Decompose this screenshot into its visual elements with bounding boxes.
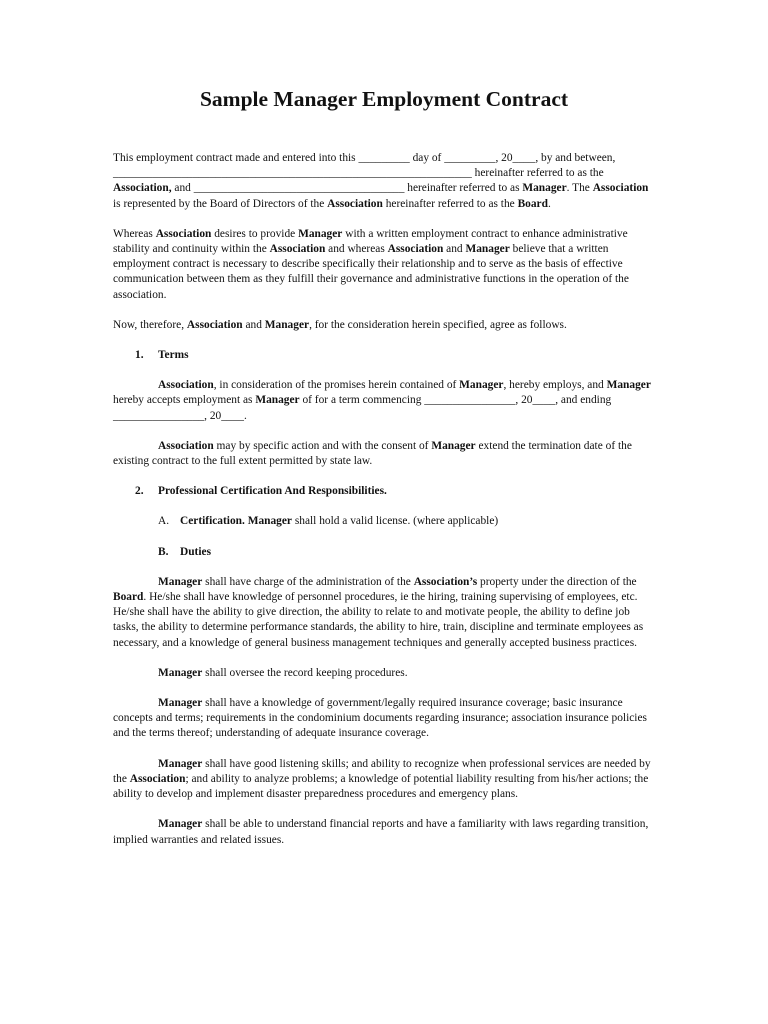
document-title: Sample Manager Employment Contract — [199, 87, 569, 111]
extension-paragraph: Association may by specific action and with the consent of Manager extend the termination date of the existing contract to the full extent permitted by state law. — [113, 439, 632, 468]
document-body — [113, 151, 658, 863]
duties-insurance-paragraph: Manager shall have a knowledge of government/legally required insurance coverage; basic insurance concepts and terms; requirements in the condominium documents regarding insurance; association insurance policies and the terms thereof; understanding of adequate insurance coverage. — [113, 697, 647, 740]
intro-paragraph: This employment contract made and entered into this _________ day of _________, 20____, by and between, _______________________________________________________________ hereinafter referred to as the Association, and _____________________________________ hereinafter referred to as Manager. The Association is represented by the Board of Directors of the Association hereinafter referred to as the Board. — [113, 152, 649, 210]
duties-financial-paragraph: Manager shall be able to understand financial reports and have a familiarity with laws regarding transition, implied warranties and related issues. — [113, 818, 649, 846]
whereas-paragraph: Whereas Association desires to provide Manager with a written employment contract to enhance administrative stability and continuity within the Association and whereas Association and Manager believe that a written employment contract is necessary to describe specifically their relationship and to serve as the basis of effective communication between them as they fulfill their governance and administrative functions in the operation of the association. — [113, 227, 629, 301]
duties-administration-paragraph: Manager shall have charge of the administration of the Association’s property under the direction of the Board. He/she shall have knowledge of personnel procedures, ie the hiring, training supervising of employees, etc. He/she shall have the ability to give direction, the ability to relate to and motivate people, the ability to define job tasks, the ability to determine performance standards, the ability to hire, train, discipline and terminate employees as necessary, and a knowledge of general business management techniques and generally accepted business practices. — [113, 575, 644, 649]
terms-paragraph: Association, in consideration of the promises herein contained of Manager, hereby employs, and Manager hereby accepts employment as Manager of for a term commencing ________________, 20____, and ending ________________, 20____. — [113, 379, 651, 422]
duties-records-paragraph: Manager shall oversee the record keeping procedures. — [158, 666, 408, 679]
subsection-duties-heading: B. Duties — [158, 545, 212, 558]
subsection-certification: A. Certification. Manager shall hold a valid license. (where applicable) — [158, 515, 499, 528]
agreement-paragraph: Now, therefore, Association and Manager, for the consideration herein specified, agree as follows. — [113, 318, 567, 331]
duties-skills-paragraph: Manager shall have good listening skills; and ability to recognize when professional services are needed by the Association; and ability to analyze problems; a knowledge of potential liability resulting from his/her actions; the ability to develop and implement disaster preparedness procedures and emergency plans. — [113, 757, 651, 801]
section-heading-terms: 1. Terms — [135, 349, 189, 362]
section-heading-certification: 2. Professional Certification And Responsibilities. — [135, 485, 387, 498]
